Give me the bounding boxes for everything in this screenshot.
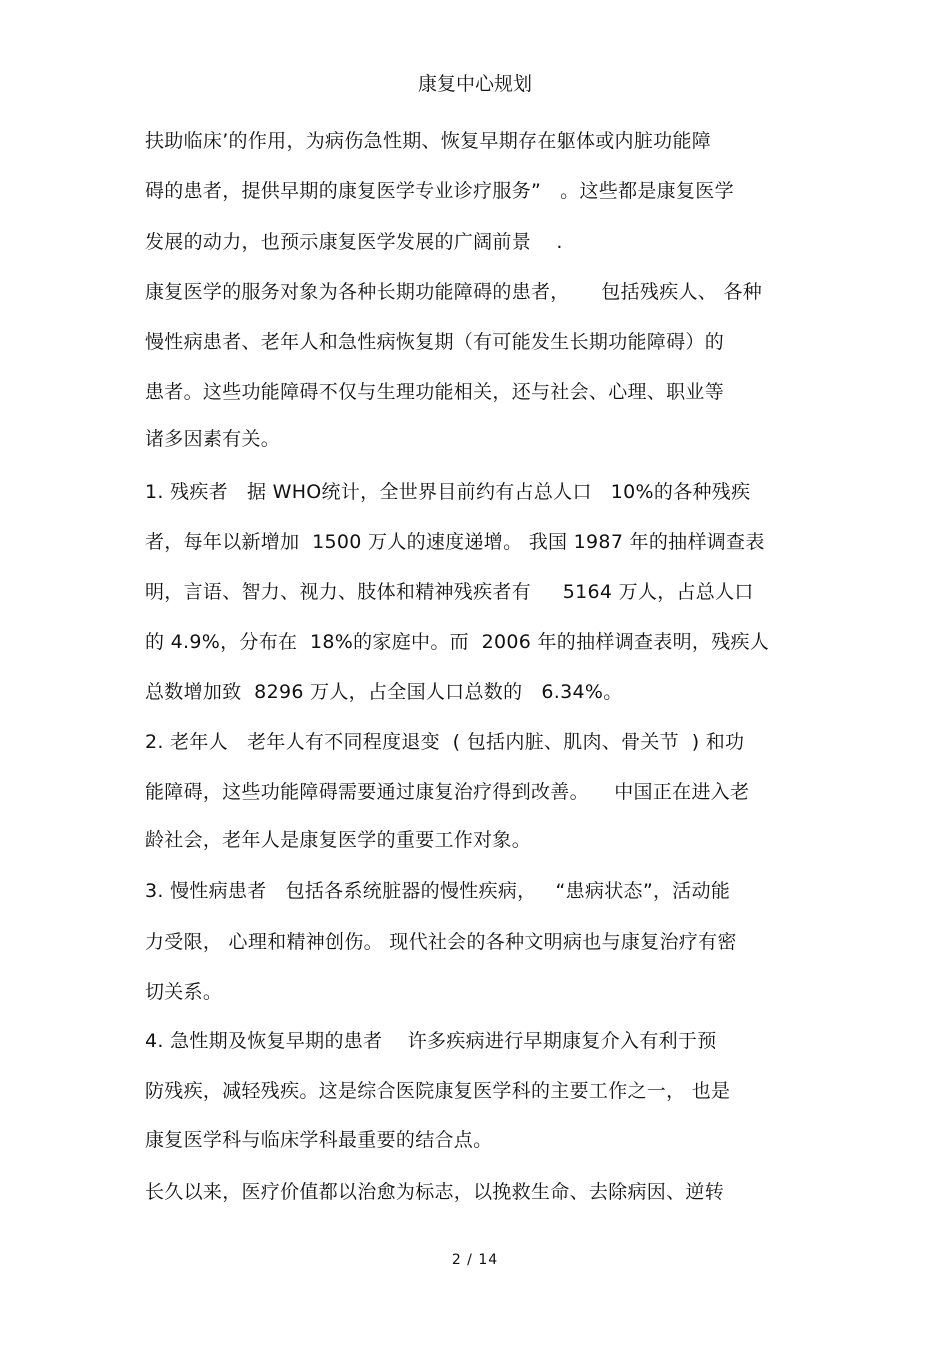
text-line: 3. 慢性病患者 包括各系统脏器的慢性疾病， “患病状态”，活动能 <box>145 880 731 902</box>
text-line: 力受限， 心理和精神创伤。 现代社会的各种文明病也与康复治疗有密 <box>145 931 737 953</box>
text-line: 康复医学的服务对象为各种长期功能障碍的患者， 包括残疾人、 各种 <box>145 281 763 303</box>
text-line: 1. 残疾者 据 WHO统计，全世界目前约有占总人口 10%的各种残疾 <box>145 481 751 503</box>
text-line: 扶助临床’的作用，为病伤急性期、恢复早期存在躯体或内脏功能障 <box>145 130 712 152</box>
text-line: 龄社会，老年人是康复医学的重要工作对象。 <box>145 829 532 851</box>
text-line: 的 4.9%，分布在 18%的家庭中。而 2006 年的抽样调查表明，残疾人 <box>145 631 770 653</box>
text-line: 者，每年以新增加 1500 万人的速度递增。 我国 1987 年的抽样调查表 <box>145 531 765 553</box>
text-line: 慢性病患者、老年人和急性病恢复期（有可能发生长期功能障碍）的 <box>145 331 725 353</box>
text-line: 4. 急性期及恢复早期的患者 许多疾病进行早期康复介入有利于预 <box>145 1030 717 1052</box>
text-line: 碍的患者，提供早期的康复医学专业诊疗服务” 。这些都是康复医学 <box>145 180 734 202</box>
page-title: 康复中心规划 <box>417 73 532 95</box>
text-line: 切关系。 <box>145 981 223 1003</box>
text-line: 明，言语、智力、视力、肢体和精神残疾者有 5164 万人，占总人口 <box>145 581 754 603</box>
text-line: 长久以来，医疗价值都以治愈为标志，以挽救生命、去除病因、逆转 <box>145 1181 725 1203</box>
text-line: 康复医学科与临床学科最重要的结合点。 <box>145 1129 493 1151</box>
text-line: 防残疾，减轻残疾。这是综合医院康复医学科的主要工作之一， 也是 <box>145 1080 731 1102</box>
text-line: 诸多因素有关。 <box>145 428 281 450</box>
text-line: 能障碍，这些功能障碍需要通过康复治疗得到改善。 中国正在进入老 <box>145 781 750 803</box>
page-indicator: 2 / 14 <box>451 1252 499 1268</box>
text-line: 总数增加致 8296 万人，占全国人口总数的 6.34%。 <box>145 681 623 703</box>
text-line: 发展的动力，也预示康复医学发展的广阔前景 . <box>145 231 563 253</box>
text-line: 2. 老年人 老年人有不同程度退变 ( 包括内脏、肌肉、骨关节 ) 和功 <box>145 731 745 753</box>
text-line: 患者。这些功能障碍不仅与生理功能相关，还与社会、心理、职业等 <box>145 381 725 403</box>
